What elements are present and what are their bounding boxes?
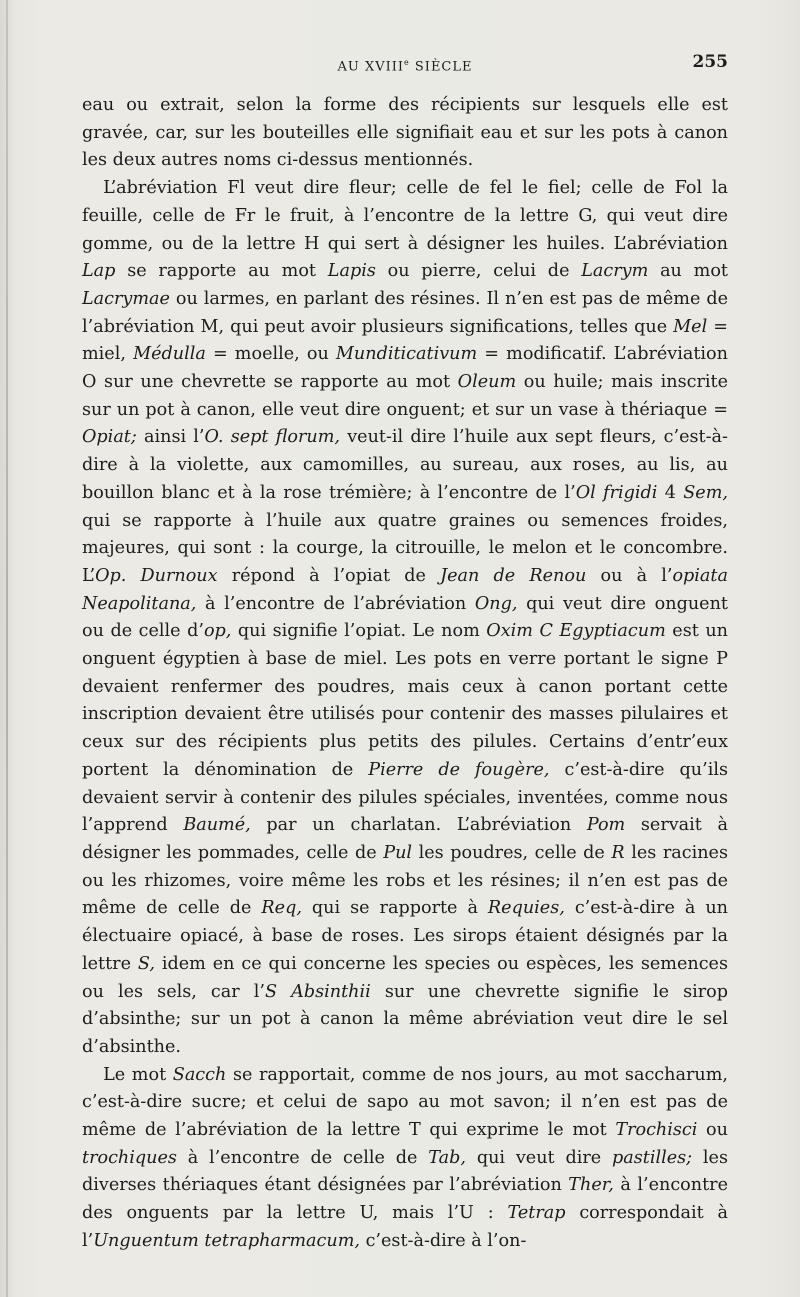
text-run: c’est-à-dire à un électuaire opiacé, à base de roses. Les sirops étaient désignés par la lettre xyxy=(82,898,728,974)
italic-term: Tab, xyxy=(428,1147,466,1168)
italic-term: op, xyxy=(203,621,232,642)
text-run: = modificatif. L’abréviation O sur une chevrette se rapporte au mot xyxy=(82,344,728,393)
italic-term: Lacrymae xyxy=(82,288,170,309)
italic-term: Oxim C Egyptiacum xyxy=(486,621,666,642)
text-run: à l’encontre de l’abréviation xyxy=(196,593,475,614)
text-run: les poudres, celle de xyxy=(412,842,612,863)
paragraph xyxy=(82,92,728,175)
text-run: Le mot xyxy=(103,1064,173,1085)
italic-term: Lap xyxy=(82,261,116,282)
running-head-prefix: AU XVIII xyxy=(337,59,405,75)
italic-term: Ol frigidi xyxy=(575,482,658,503)
text-run: est un onguent égyptien à base de miel. Les pots en verre portant le signe P devaient renfermer des poudres, mais ceux à canon portant cette inscription devaient être utilisés pour contenir des masses pilulaires et ceux sur des récipients plus petits des pilules. Certains d’entr’eux portent la dénomination de xyxy=(82,621,728,780)
text-run: veut-il dire l’huile aux sept fleurs, c’est-à-dire à la violette, aux camomilles, au sureau, aux roses, au lis, au bouillon blanc et à la rose trémière; à l’encontre de l’ xyxy=(82,427,728,503)
text-run: ou xyxy=(697,1120,728,1141)
text-run: eau ou extrait, selon la forme des récipients sur lesquels elle est gravée, car, sur les bouteilles elle signifiait eau et sur les pots à canon les deux autres noms ci-dessus mentionnés. xyxy=(82,95,728,171)
italic-term: Sacch xyxy=(172,1064,227,1085)
italic-term: Requies, xyxy=(487,898,565,919)
italic-term: Munditicativum xyxy=(335,344,478,365)
text-run: ou larmes, en parlant des résines. Il n’en est pas de même de l’abréviation M, qui peut avoir plusieurs significations, telles que xyxy=(82,288,728,337)
binding-gutter xyxy=(6,0,8,1297)
italic-term: Baumé, xyxy=(183,815,251,836)
text-run: par un charlatan. L’abréviation xyxy=(250,815,587,836)
text-run: répond à l’opiat de xyxy=(217,565,441,586)
paragraph xyxy=(82,175,728,1062)
text-run: à l’encontre de celle de xyxy=(176,1147,429,1168)
text-run: = moelle, ou xyxy=(205,344,336,365)
paragraph xyxy=(82,1062,728,1256)
italic-term: Opiat; xyxy=(82,427,137,448)
page-header xyxy=(82,52,728,76)
text-run: ou à l’ xyxy=(586,565,673,586)
italic-term: Req, xyxy=(261,898,302,919)
text-run: 4 xyxy=(657,482,684,503)
italic-term: Pul xyxy=(383,842,413,863)
page-number: 255 xyxy=(692,52,728,72)
italic-term: Sem, xyxy=(683,482,728,503)
text-run: au mot xyxy=(648,261,728,282)
text-run: les racines ou les rhizomes, voire même les robs et les résines; il n’en est pas de même de celle de xyxy=(82,842,728,919)
italic-term: trochiques xyxy=(82,1147,177,1168)
text-run: servait à désigner les pommades, celle de xyxy=(82,815,729,863)
body-text xyxy=(82,92,728,1256)
running-head xyxy=(82,58,728,74)
text-run: sur une chevrette signifie le sirop d’absinthe; sur un pot à canon la même abréviation veut dire le sel d’absinthe. xyxy=(82,981,728,1057)
text-run: se rapportait, comme de nos jours, au mot saccharum, c’est-à-dire sucre; et celui de sapo au mot savon; il n’en est pas de même de l’abréviation de la lettre T qui exprime le mot xyxy=(82,1064,728,1141)
italic-term: S Absinthii xyxy=(265,981,371,1002)
running-head-superscript: e xyxy=(404,58,410,67)
italic-term: Médulla xyxy=(133,344,206,365)
italic-term: Jean de Renou xyxy=(440,565,587,586)
italic-term: O. sept florum, xyxy=(204,427,341,448)
text-run: qui veut dire onguent ou de celle d’ xyxy=(82,593,728,642)
italic-term: Lapis xyxy=(327,261,376,282)
text-run: c’est-à-dire qu’ils devaient servir à contenir des pilules spéciales, inventées, comme nous l’apprend xyxy=(82,759,728,836)
text-run: idem en ce qui concerne les species ou espèces, les semences ou les sels, car l’ xyxy=(82,953,728,1002)
italic-term: Ther, xyxy=(568,1175,614,1196)
text-run: qui se rapporte à l’huile aux quatre graines ou semences froides, majeures, qui sont : la courge, la citrouille, le melon et le concombre. L’ xyxy=(82,510,728,586)
text-run: ou huile; mais inscrite sur un pot à canon, elle veut dire onguent; et sur un vase à thériaque = xyxy=(82,372,728,420)
running-head-suffix: SIÈCLE xyxy=(409,59,473,75)
italic-term: Pom xyxy=(586,815,626,836)
text-run: c’est-à-dire à l’on- xyxy=(359,1230,527,1251)
text-run: qui signifie l’opiat. Le nom xyxy=(231,621,487,642)
italic-term: Pierre de fougère, xyxy=(368,759,550,780)
text-run: se rapporte au mot xyxy=(115,261,328,282)
italic-term: Ong, xyxy=(474,593,518,614)
italic-term: S, xyxy=(137,953,155,974)
text-run: qui veut dire xyxy=(466,1147,612,1168)
italic-term: Mel xyxy=(673,316,708,337)
text-run: ou pierre, celui de xyxy=(375,261,582,282)
italic-term: Tetrap xyxy=(507,1203,566,1224)
italic-term: Lacrym xyxy=(581,261,649,282)
italic-term: Trochisci xyxy=(615,1120,698,1141)
italic-term: pastilles; xyxy=(611,1147,693,1168)
italic-term: R xyxy=(611,842,625,863)
italic-term: Op. Durnoux xyxy=(95,565,218,586)
text-run: les diverses thériaques étant désignées par l’abréviation xyxy=(82,1147,728,1196)
italic-term: opiata Neapolitana, xyxy=(82,565,728,614)
text-run: qui se rapporte à xyxy=(301,898,488,919)
text-run: correspondait à l’ xyxy=(82,1203,728,1251)
text-run: ainsi l’ xyxy=(136,427,205,448)
text-run: L’abréviation Fl veut dire fleur; celle de fel le fiel; celle de Fol la feuille, celle de Fr le fruit, à l’encontre de la lettre G, qui veut dire gomme, ou de la lettre H qui sert à désigner les huiles. L’abréviation xyxy=(82,178,728,254)
italic-term: Oleum xyxy=(457,372,517,393)
text-run: = miel, xyxy=(82,316,728,365)
italic-term: Unguentum tetrapharmacum, xyxy=(93,1230,360,1251)
text-run: à l’encontre des onguents par la lettre U, mais l’U : xyxy=(82,1175,728,1224)
